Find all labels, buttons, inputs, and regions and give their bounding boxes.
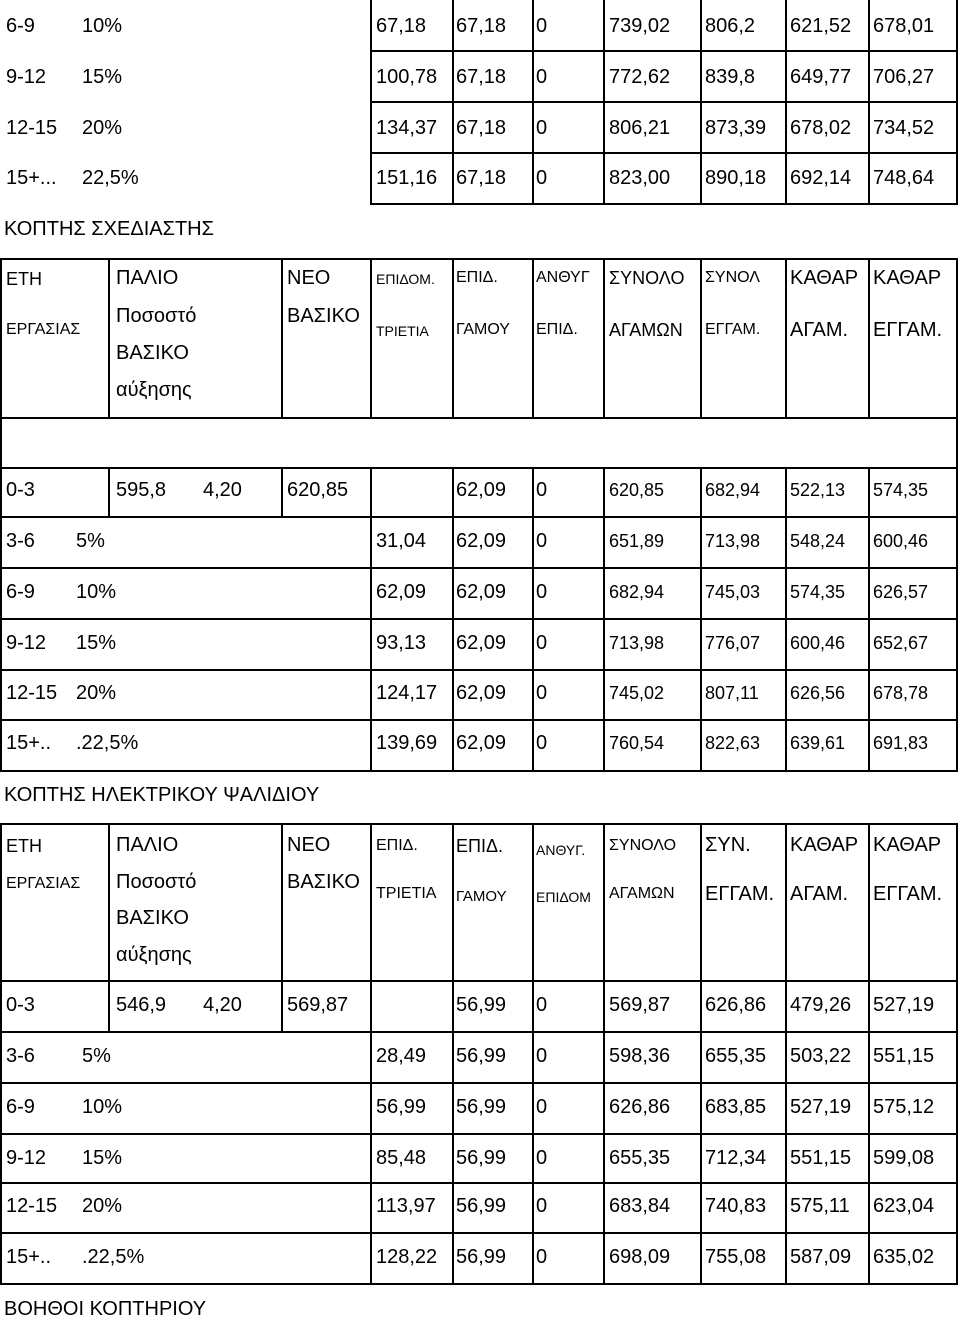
row-value: 626,86 [705,994,767,1016]
row-eti: 9-12 [6,1147,47,1169]
header-eggam: ΕΓΓΑΜ. [873,883,943,905]
row-value: 635,02 [873,1246,935,1268]
header-pososto: Ποσοστό [116,305,197,327]
row-value: 93,13 [376,632,427,654]
row-eti: 15+.. [6,732,52,754]
row-value: 772,62 [609,66,671,88]
row-value: 67,18 [456,15,507,37]
row-value: 0 [536,479,548,501]
row-value: 712,34 [705,1147,767,1169]
row-value: 745,02 [609,683,665,703]
header-kathar-1: ΚΑΘΑΡ [790,834,859,856]
row-value: 683,84 [609,1195,671,1217]
row-value: 706,27 [873,66,935,88]
row-value: 503,22 [790,1045,852,1067]
row-value: 62,09 [456,732,507,754]
header-kathar-2: ΚΑΘΑΡ [873,834,942,856]
row-value: 806,2 [705,15,756,37]
row-value: 574,35 [790,582,846,602]
row-value: 128,22 [376,1246,438,1268]
header-pososto: Ποσοστό [116,871,197,893]
row-value: 548,24 [790,531,846,551]
row-value: 806,21 [609,117,671,139]
header-neo-vasiko: ΒΑΣΙΚΟ [287,871,360,893]
row-eti: 12-15 [6,117,58,139]
row-value: 0 [536,530,548,552]
header-epid: ΕΠΙΔ. [456,269,498,286]
header-neo: ΝΕΟ [287,834,331,856]
row-value: 600,46 [873,531,929,551]
row-value: 0 [536,1195,548,1217]
row-value: 734,52 [873,117,935,139]
row-value: 479,26 [790,994,852,1016]
header-synol-eggam: ΕΓΓΑΜ. [705,321,761,338]
header-synolo: ΣΥΝΟΛΟ [609,268,685,288]
row-value: 745,03 [705,582,761,602]
row-value: 683,85 [705,1096,767,1118]
row-value: 713,98 [609,633,665,653]
row-value: 139,69 [376,732,438,754]
row-value: 678,01 [873,15,935,37]
row-value: 755,08 [705,1246,767,1268]
header-epidom: ΕΠΙΔΟΜ. [376,271,435,287]
row-value: 639,61 [790,733,846,753]
row-pososto: 4,20 [203,994,242,1016]
section-title-kopths-ilektrikou-psalidiou: ΚΟΠΤΗΣ ΗΛΕΚΤΡΙΚΟΥ ΨΑΛΙΔΙΟΥ [4,784,320,806]
header-vasiko: ΒΑΣΙΚΟ [116,342,189,364]
row-value: 655,35 [609,1147,671,1169]
row-value: 776,07 [705,633,761,653]
row-pososto: 20% [82,117,123,139]
row-eti: 3-6 [6,530,35,552]
row-value: 0 [536,1246,548,1268]
row-value: 527,19 [873,994,935,1016]
row-value: 0 [536,994,548,1016]
header-kathar-1: ΚΑΘΑΡ [790,267,859,289]
header-agam: ΑΓΑΜ. [790,883,849,905]
row-value: 56,99 [456,1195,507,1217]
header-synolo: ΣΥΝΟΛΟ [609,837,677,854]
row-eti: 12-15 [6,1195,58,1217]
row-value: 740,83 [705,1195,767,1217]
row-value: 0 [536,167,548,189]
row-value: 655,35 [705,1045,767,1067]
row-pososto: 10% [82,1096,123,1118]
row-value: 551,15 [790,1147,852,1169]
row-value: 626,86 [609,1096,671,1118]
row-value: 0 [536,732,548,754]
row-value: 692,14 [790,167,852,189]
row-pososto: 10% [76,581,117,603]
row-value: 575,12 [873,1096,935,1118]
row-value: 0 [536,1147,548,1169]
row-value: 151,16 [376,167,438,189]
header-ergasias: ΕΡΓΑΣΙΑΣ [6,321,81,338]
header-syn: ΣΥΝ. [705,834,751,856]
header-anthyg-epid: ΕΠΙΔ. [536,321,578,338]
header-agamon: ΑΓΑΜΩΝ [609,320,683,340]
row-value: 551,15 [873,1045,935,1067]
row-value: 569,87 [609,994,671,1016]
row-value: 28,49 [376,1045,427,1067]
row-value: 0 [536,66,548,88]
row-value: 527,19 [790,1096,852,1118]
header-anthyg: ΑΝΘΥΓ. [536,842,586,858]
header-afxisis: αύξησης [116,379,192,401]
row-value: 890,18 [705,167,767,189]
header-eggam: ΕΓΓΑΜ. [873,319,943,341]
section-title-kopths-sxediasths: ΚΟΠΤΗΣ ΣΧΕΔΙΑΣΤΗΣ [4,218,214,240]
header-syn-eggam: ΕΓΓΑΜ. [705,883,775,905]
row-value: 739,02 [609,15,671,37]
row-value: 31,04 [376,530,427,552]
row-value: 760,54 [609,733,665,753]
row-value: 682,94 [705,480,761,500]
header-ergasias: ΕΡΓΑΣΙΑΣ [6,875,81,892]
row-value: 0 [536,1096,548,1118]
row-value: 56,99 [376,1096,427,1118]
header-agamon: ΑΓΑΜΩΝ [609,885,675,902]
section-title-voithoi-koptiriou: ΒΟΗΘΟΙ ΚΟΠΤΗΡΙΟΥ [4,1298,207,1320]
row-value: 62,09 [376,581,427,603]
row-value: 62,09 [456,530,507,552]
row-value: 67,18 [456,167,507,189]
row-pososto: 20% [76,682,117,704]
row-pososto: 22,5% [82,167,139,189]
row-value: 598,36 [609,1045,671,1067]
row-pososto: 4,20 [203,479,242,501]
row-value: 600,46 [790,633,846,653]
row-eti: 15+... [6,167,57,189]
row-value: 85,48 [376,1147,427,1169]
row-value: 599,08 [873,1147,935,1169]
row-value: 839,8 [705,66,756,88]
row-value: 698,09 [609,1246,671,1268]
row-value: 522,13 [790,480,846,500]
row-value: 62,09 [456,682,507,704]
row-value: 134,37 [376,117,438,139]
row-value: 67,18 [456,117,507,139]
header-palio: ΠΑΛΙΟ [116,267,179,289]
row-value: 0 [536,15,548,37]
row-eti: 12-15 [6,682,58,704]
row-value: 691,83 [873,733,929,753]
row-value: 823,00 [609,167,671,189]
header-epidom: ΕΠΙΔΟΜ [536,889,591,905]
row-value: 587,09 [790,1246,852,1268]
row-neo-vasiko: 569,87 [287,994,349,1016]
row-value: 620,85 [609,480,665,500]
header-eti: ΕΤΗ [6,836,42,856]
row-value: 574,35 [873,480,929,500]
row-pososto: .22,5% [76,732,139,754]
row-pososto: 20% [82,1195,123,1217]
header-kathar-2: ΚΑΘΑΡ [873,267,942,289]
row-eti: 6-9 [6,1096,35,1118]
row-neo-vasiko: 620,85 [287,479,349,501]
row-eti: 6-9 [6,581,35,603]
row-value: 652,67 [873,633,929,653]
header-synol: ΣΥΝΟΛ [705,269,760,286]
row-eti: 9-12 [6,66,47,88]
row-value: 0 [536,1045,548,1067]
row-value: 62,09 [456,479,507,501]
row-value: 62,09 [456,632,507,654]
row-value: 623,04 [873,1195,935,1217]
row-value: 56,99 [456,1096,507,1118]
row-value: 748,64 [873,167,935,189]
header-palio: ΠΑΛΙΟ [116,834,179,856]
row-value: 822,63 [705,733,761,753]
row-eti: 9-12 [6,632,47,654]
row-value: 621,52 [790,15,852,37]
row-value: 807,11 [705,683,759,703]
row-pososto: 10% [82,15,123,37]
row-eti: 15+.. [6,1246,52,1268]
header-epid-2: ΕΠΙΔ. [456,836,504,856]
header-gamou: ΓΑΜΟΥ [456,321,510,338]
row-palio-vasiko: 595,8 [116,479,167,501]
row-value: 0 [536,117,548,139]
row-pososto: 5% [82,1045,111,1067]
header-afxisis: αύξησης [116,944,192,966]
row-eti: 0-3 [6,994,35,1016]
row-value: 0 [536,632,548,654]
header-anthyg: ΑΝΘΥΓ [536,269,590,286]
row-value: 682,94 [609,582,665,602]
row-value: 56,99 [456,1246,507,1268]
row-value: 713,98 [705,531,761,551]
row-palio-vasiko: 546,9 [116,994,167,1016]
row-value: 678,78 [873,683,929,703]
row-eti: 6-9 [6,15,35,37]
row-value: 651,89 [609,531,665,551]
header-trietia: ΤΡΙΕΤΙΑ [376,885,437,902]
header-epid-1: ΕΠΙΔ. [376,837,418,854]
row-value: 56,99 [456,1147,507,1169]
row-pososto: .22,5% [82,1246,145,1268]
row-value: 0 [536,581,548,603]
header-neo-vasiko: ΒΑΣΙΚΟ [287,305,360,327]
row-value: 626,57 [873,582,929,602]
row-value: 100,78 [376,66,438,88]
row-value: 113,97 [376,1195,436,1217]
row-value: 62,09 [456,581,507,603]
row-value: 649,77 [790,66,852,88]
header-agam: ΑΓΑΜ. [790,319,849,341]
header-neo: ΝΕΟ [287,267,331,289]
row-eti: 0-3 [6,479,35,501]
header-eti: ΕΤΗ [6,269,42,289]
row-value: 67,18 [456,66,507,88]
row-pososto: 15% [82,1147,123,1169]
row-pososto: 15% [76,632,117,654]
row-value: 0 [536,682,548,704]
row-value: 678,02 [790,117,852,139]
row-eti: 3-6 [6,1045,35,1067]
row-pososto: 5% [76,530,105,552]
row-value: 626,56 [790,683,846,703]
row-value: 873,39 [705,117,767,139]
header-gamou: ΓΑΜΟΥ [456,888,507,905]
row-value: 575,11 [790,1195,850,1217]
row-value: 124,17 [376,682,438,704]
header-vasiko: ΒΑΣΙΚΟ [116,907,189,929]
row-pososto: 15% [82,66,123,88]
header-trietia: ΤΡΙΕΤΙΑ [376,323,429,339]
row-value: 56,99 [456,1045,507,1067]
row-value: 67,18 [376,15,427,37]
row-value: 56,99 [456,994,507,1016]
